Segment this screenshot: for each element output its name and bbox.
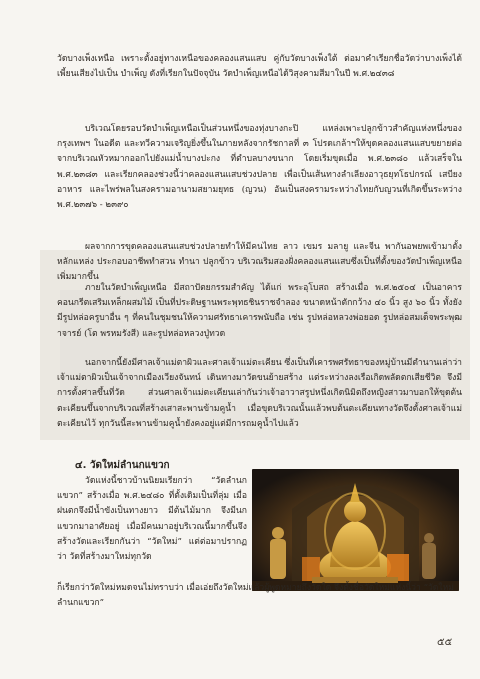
temple-buddha-photo: [252, 469, 459, 591]
architecture-paragraph: [57, 281, 462, 342]
history-paragraph: [57, 122, 462, 213]
intro-paragraph: [57, 52, 462, 82]
closing-paragraph: [57, 581, 462, 611]
settlement-paragraph: [57, 240, 462, 286]
section-heading: ๔. วัดใหม่ลำนกแขวก: [75, 460, 170, 471]
paragraph-text: ภายในวัดบำเพ็ญเหนือ มีสถาปัตยกรรมสำคัญ ได้แก่ พระอุโบสถ สร้างเมื่อ พ.ศ.๒๕๐๔ เป็นอาคารคอนกรีตเสริมเหล็กผสมไม้ เป็นที่ประดิษฐานพระพุทธชินราชจำลอง ขนาดหน้าตักกว้าง ๔๐ นิ้ว สูง ๖๐ นิ้ว ทั้งยังมีรูปหล่อครูบาอื่น ๆ ที่คนในชุมชนให้ความศรัทธาเคารพนับถือ เช่น รูปหล่อหลวงพ่อยอด รูปหล่อสมเด็จพระพุฒาจารย์ (โต พรหมรังสี) และรูปหล่อหลวงปู่ทวด: [57, 283, 462, 339]
paragraph-text: วัดแห่งนี้ชาวบ้านนิยมเรียกว่า “วัดลำนกแขวก” สร้างเมื่อ พ.ศ.๒๔๘๐ ที่ตั้งเดิมเป็นที่ลุ่ม เมื่อฝนตกจึงมีน้ำขังเป็นทางยาว มีต้นไม้มาก จึงมีนกแขวกมาอาศัยอยู่ เมื่อมีคนมาอยู่บริเวณนี้มากขึ้นจึงสร้างวัดและเรียกกันว่า “วัดใหม่” แต่ต่อมาปรากฏว่า วัดที่สร้างมาใหม่ทุกวัด: [57, 476, 247, 563]
shrines-paragraph: [57, 356, 462, 432]
paragraph-text: วัดบางเพ็งเหนือ เพราะตั้งอยู่ทางเหนือของคลองแสนแสบ คู่กับวัดบางเพ็งใต้ ต่อมาคำเรียกชื่อวัดว่าบางเพ็งได้เพี้ยนเสียงไปเป็น บำเพ็ญ ดังที่เรียกในปัจจุบัน วัดบำเพ็ญเหนือได้วิสุงคามสีมาในปี พ.ศ.๒๔๓๘: [57, 54, 462, 80]
paragraph-text: บริเวณโดยรอบวัดบำเพ็ญเหนือเป็นส่วนหนึ่งของทุ่งบางกะปิ แหล่งเพาะปลูกข้าวสำคัญแห่งหนึ่งของกรุงเทพฯ ในอดีต และทวีความเจริญยิ่งขึ้นในภายหลังจากรัชกาลที่ ๓ โปรดเกล้าฯให้ขุดคลองแสนแสบขยายต่อจากบริเวณหัวหมากออกไปยังแม่น้ำบางปะกง ที่ตำบลบางขนาก โดยเริ่มขุดเมื่อ พ.ศ.๒๓๘๐ แล้วเสร็จใน พ.ศ.๒๓๘๓ และเรียกคลองช่วงนี้ว่าคลองแสนแสบช่วงปลาย เพื่อเป็นเส้นทางลำเลียงอาวุธยุทโธปกรณ์ เสบียงอาหาร และไพร่พลในสงครามอานามสยามยุทธ (ญวน) อันเป็นสงครามระหว่างไทยกับญวนที่เกิดขึ้นระหว่าง พ.ศ.๒๓๗๖ - ๒๓๙๐: [57, 124, 462, 211]
wat-mai-paragraph: [57, 474, 247, 565]
paragraph-text: นอกจากนี้ยังมีศาลเจ้าแม่ตาผิวและศาลเจ้าแม่ตะเคียน ซึ่งเป็นที่เคารพศรัทธาของหมู่บ้านมีตำนานเล่าว่า เจ้าแม่ตาผิวเป็นเจ้าจากเมืองเวียงจันทน์ เดินทางมาวัดขนย้ายสร้าง แต่ระหว่างลงเรือเกิดพลัดตกเสียชีวิต จึงมีการตั้งศาลขึ้นที่วัด ส่วนศาลเจ้าแม่ตะเคียนเล่ากันว่าเจ้าอาวาสรูปหนึ่งเกิดนิมิตถึงหญิงสาวมาบอกให้ขุดต้นตะเคียนขึ้นจากบริเวณที่สร้างเสาสะพานข้ามคูน้ำ เมื่อขุดบริเวณนั้นแล้วพบต้นตะเคียนทางวัดจึงตั้งศาลเจ้าแม่ตะเคียนไว้ ทุกวันนี้สะพานข้ามคูน้ำยังคงอยู่แต่มีการถมคูน้ำไปแล้ว: [57, 358, 462, 429]
page-number: ๕๕: [437, 637, 453, 648]
paragraph-text: ผลจากการขุดคลองแสนแสบช่วงปลายทำให้มีคนไทย ลาว เขมร มลายู และจีน พากันอพยพเข้ามาตั้งหลักแหล่ง ประกอบอาชีพทำสวน ทำนา ปลูกข้าว บริเวณริมสองฝั่งคลองแสนแสบซึ่งเป็นที่ตั้งของวัดบำเพ็ญเหนือเพิ่มมากขึ้น: [57, 242, 462, 283]
paragraph-text: ก็เรียกว่าวัดใหม่หมดจนไม่ทราบว่า เมื่อเอ่ยถึงวัดใหม่แล้วผู้พูดหมายถึงวัดใด จึงตั้งชื่อวัดใหม่แห่งนี้ว่า “วัดใหม่ลำนกแขวก”: [57, 583, 454, 609]
photo-graphic: [252, 469, 459, 591]
